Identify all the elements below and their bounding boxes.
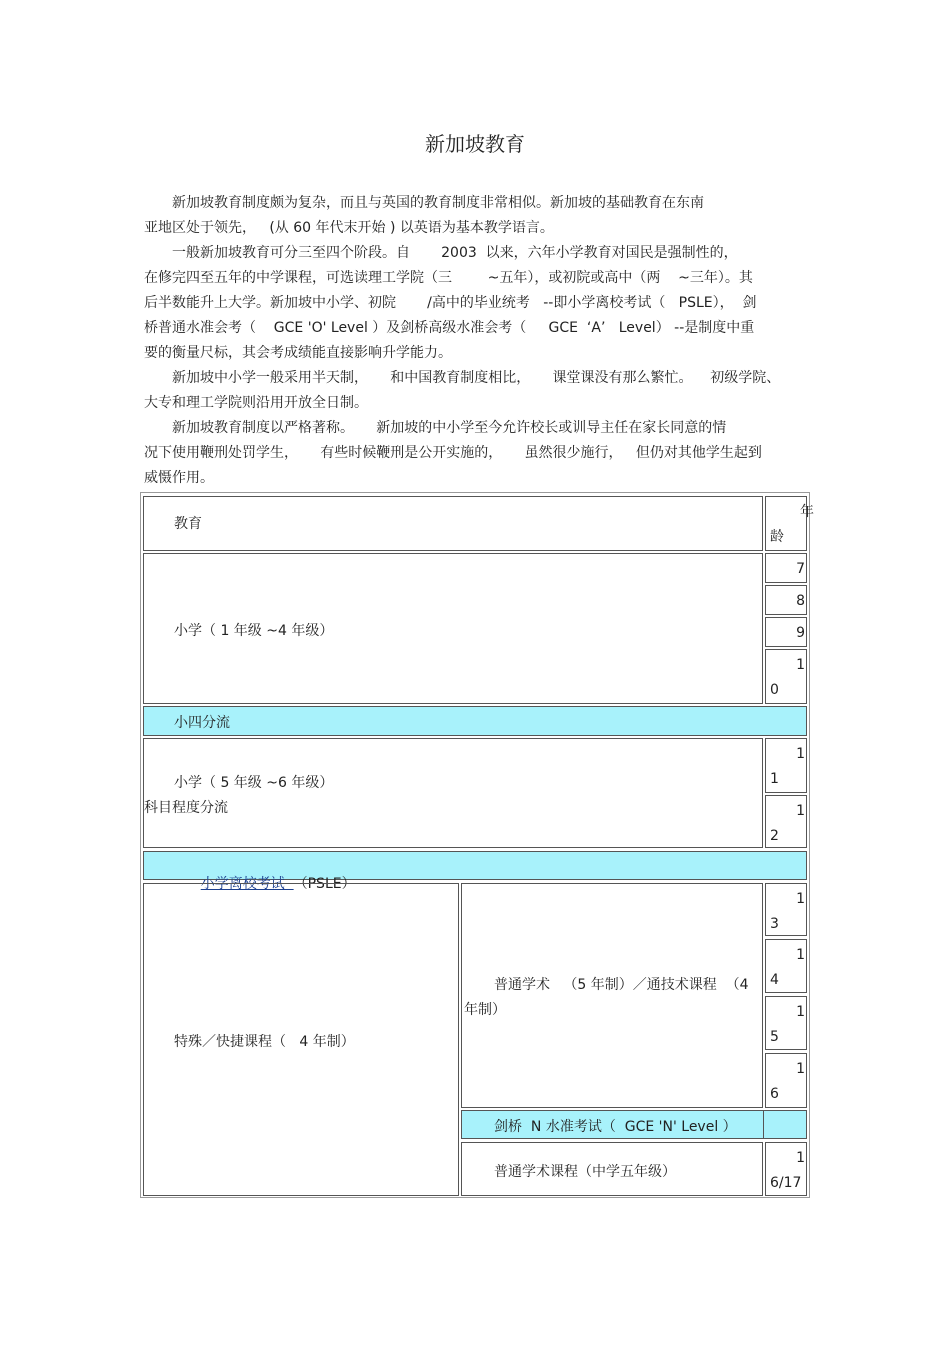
text-line: 要的衡量尺标，其会考成绩能直接影响升学能力。 [144, 345, 452, 361]
text-line: 新加坡中小学一般采用半天制， 和中国教育制度相比， 课堂课没有那么繁忙。 初级学院、 [172, 370, 781, 386]
header-education-label: 教育 [174, 516, 202, 532]
age-cell [765, 883, 807, 936]
text-line: 况下使用鞭刑处罚学生， 有些时候鞭刑是公开实施的， 虽然很少施行， 但仍对其他学生起到 [144, 445, 762, 461]
normal-academic-5-cell [461, 1142, 763, 1196]
education-table [140, 492, 814, 1198]
age-value: 7 [796, 561, 805, 577]
paragraph-schedule [144, 366, 816, 416]
text-line: 亚地区处于领先， (从 60 年代末开始 ) 以英语为基本教学语言。 [144, 220, 554, 236]
age-value: 1 [796, 1150, 805, 1166]
normal-stream-label-cont: 年制） [464, 1002, 506, 1018]
age-value: 1 [796, 746, 805, 762]
streaming-p4-label: 小四分流 [174, 715, 230, 731]
psle-link[interactable]: 小学离校考试 [200, 876, 294, 892]
cell-divider [763, 1110, 764, 1139]
age-value: 1 [770, 771, 779, 787]
header-age-cell [765, 496, 814, 551]
age-cell [765, 617, 807, 647]
subject-streaming-label: 科目程度分流 [144, 800, 228, 816]
age-value: 3 [770, 916, 779, 932]
text-line: 桥普通水准会考（ GCE 'O' Level ）及剑桥高级水准会考（ GCE ‘A’ Level） --是制度中重 [144, 320, 755, 336]
age-cell [765, 553, 807, 583]
streaming-p4-row [143, 706, 807, 736]
paragraph-intro [144, 191, 816, 241]
age-cell [765, 738, 807, 793]
text-line: 威慑作用。 [144, 470, 214, 486]
normal-stream-cell [461, 883, 763, 1108]
text-line: 大专和理工学院则沿用开放全日制。 [144, 395, 368, 411]
text-line: 新加坡教育制度以严格著称。 新加坡的中小学至今允许校长或训导主任在家长同意的情 [172, 420, 727, 436]
age-value: 0 [770, 682, 779, 698]
age-value: 6 [770, 1086, 779, 1102]
psle-abbrev: （PSLE） [293, 876, 356, 892]
age-value: 1 [796, 891, 805, 907]
n-level-row [461, 1110, 807, 1139]
age-value: 1 [796, 803, 805, 819]
normal-stream-label: 普通学术 （5 年制）／通技术课程 （4 [494, 977, 749, 993]
age-value: 1 [796, 947, 805, 963]
text-line: 在修完四至五年的中学课程，可选读理工学院（三 ~五年），或初院或高中（两 ~三年）。其 [144, 270, 753, 286]
age-cell [765, 585, 807, 615]
age-cell [765, 1142, 807, 1196]
age-value: 1 [796, 1061, 805, 1077]
age-value: 1 [796, 657, 805, 673]
psle-row [143, 851, 807, 892]
header-age-bottom: 龄 [770, 529, 784, 545]
primary-1-4-cell [143, 553, 763, 704]
age-value: 9 [796, 625, 805, 641]
age-cell [765, 649, 807, 704]
n-level-label: 剑桥 N 水准考试（ GCE 'N' Level ） [494, 1119, 737, 1135]
text-line: 新加坡教育制度颇为复杂，而且与英国的教育制度非常相似。新加坡的基础教育在东南 [172, 195, 704, 211]
special-express-label: 特殊／快捷课程（ 4 年制） [174, 1034, 355, 1050]
age-value: 6/17 [770, 1175, 802, 1191]
age-cell [765, 996, 807, 1050]
primary-5-6-label: 小学（ 5 年级 ~6 年级） [174, 775, 334, 791]
primary-5-6-cell [143, 738, 763, 848]
page-title: 新加坡教育 [425, 132, 525, 156]
age-value: 1 [796, 1004, 805, 1020]
paragraph-discipline [144, 416, 816, 491]
normal-academic-5-label: 普通学术课程（中学五年级） [494, 1164, 676, 1180]
age-cell [765, 1053, 807, 1108]
age-value: 8 [796, 593, 805, 609]
special-express-cell [143, 883, 459, 1196]
age-value: 2 [770, 828, 779, 844]
age-value: 4 [770, 972, 779, 988]
text-line: 一般新加坡教育可分三至四个阶段。自 2003 以来，六年小学教育对国民是强制性的， [172, 245, 738, 261]
age-value: 5 [770, 1029, 779, 1045]
age-cell [765, 939, 807, 993]
text-line: 后半数能升上大学。新加坡中小学、初院 /高中的毕业统考 --即小学离校考试（ PSLE）， 剑 [144, 295, 757, 311]
header-education-cell [143, 496, 763, 551]
header-age-top: 年 [800, 504, 814, 520]
paragraph-stages [144, 241, 816, 366]
primary-1-4-label: 小学（ 1 年级 ~4 年级） [174, 623, 334, 639]
age-cell [765, 795, 807, 848]
